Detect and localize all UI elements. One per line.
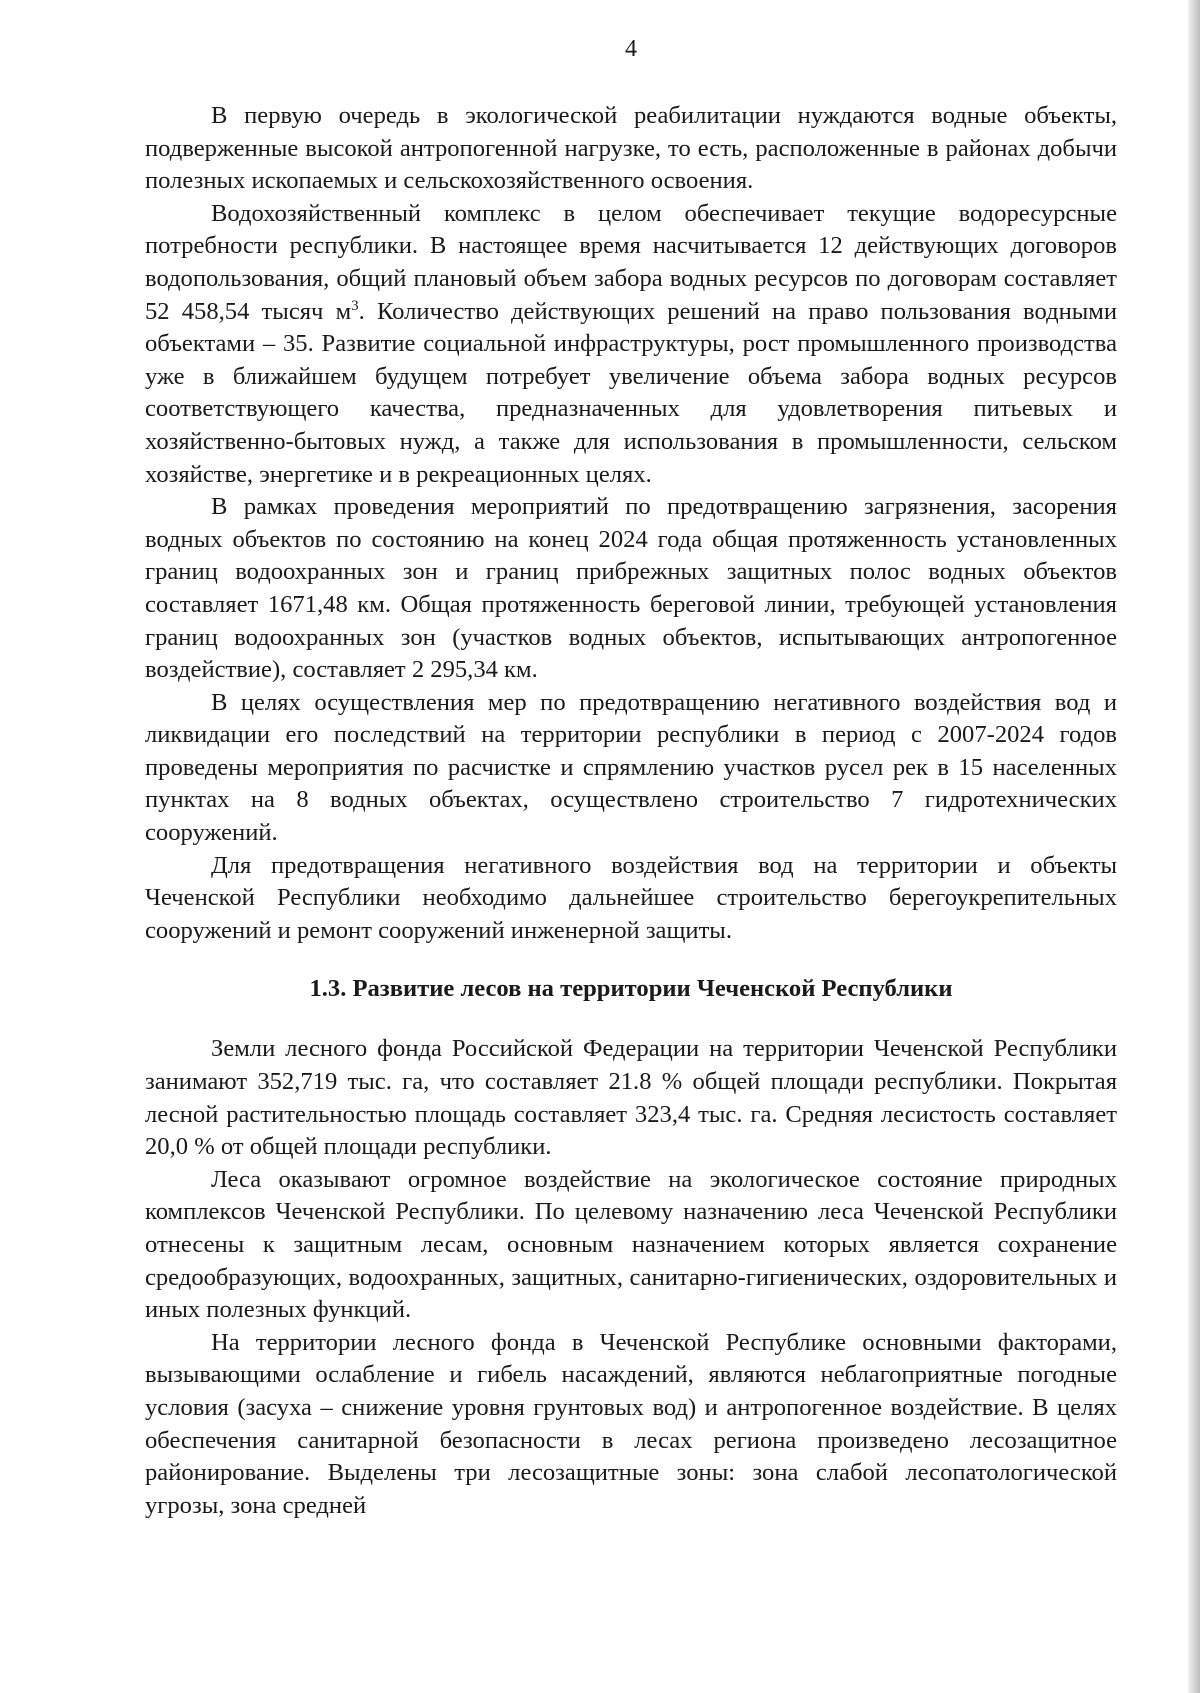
paragraph-negative-impact-measures: В целях осуществления мер по предотвращению негативного воздействия вод и ликвидации его последствий на территории республики в период с 2007-2024 годов проведены мероприятия по расчистке и спрямлению участков русел рек в 15 населенных пунктах на 8 водных объектах, осуществлено строительство 7 гидротехнических сооружений.: [145, 688, 1117, 847]
paragraph-bank-protection: Для предотвращения негативного воздействия вод на территории и объекты Чеченской Республики необходимо дальнейшее строительство берегоукрепительных сооружений и ремонт сооружений инженерной защиты.: [145, 851, 1117, 944]
paragraph-water-complex-text-cont: . Количество действующих решений на право пользования водными объектами – 35. Развитие социальной инфраструктуры, рост промышленного производства уже в ближайшем будущем потребует увеличение объема забора водных ресурсов соответствующего качества, предназначенных для удовлетворения питьевых и хозяйственно-бытовых нужд, а также для использования в промышленности, сельском хозяйстве, энергетике и в рекреационных целях.: [145, 297, 1117, 488]
document-body: [145, 100, 1117, 1522]
paragraph-forest-impact: Леса оказывают огромное воздействие на экологическое состояние природных комплексов Чеченской Республики. По целевому назначению леса Чеченской Республики отнесены к защитным лесам, основным назначением которых является сохранение средообразующих, водоохранных, защитных, санитарно-гигиенических, оздоровительных и иных полезных функций.: [145, 1165, 1117, 1324]
scan-edge-shadow: [1188, 0, 1200, 1693]
paragraph-forest-protection-zones: На территории лесного фонда в Чеченской Республике основными факторами, вызывающими ослабление и гибель насаждений, являются неблагоприятные погодные условия (засуха – снижение уровня грунтовых вод) и антропогенное воздействие. В целях обеспечения санитарной безопасности в лесах региона произведено лесозащитное районирование. Выделены три лесозащитные зоны: зона слабой лесопатологической угрозы, зона средней: [145, 1328, 1117, 1519]
paragraph-forest-lands: Земли лесного фонда Российской Федерации на территории Чеченской Республики занимают 352,719 тыс. га, что составляет 21.8 % общей площади республики. Покрытая лесной растительностью площадь составляет 323,4 тыс. га. Средняя лесистость составляет 20,0 % от общей площади республики.: [145, 1035, 1117, 1161]
paragraph-water-complex: [145, 198, 1117, 491]
paragraph-water-protection-zones: В рамках проведения мероприятий по предотвращению загрязнения, засорения водных объектов по состоянию на конец 2024 года общая протяженность установленных границ водоохранных зон и границ прибрежных защитных полос водных объектов составляет 1671,48 км. Общая протяженность береговой линии, требующей установления границ водоохранных зон (участков водных объектов, испытывающих антропогенное воздействие), составляет 2 295,34 км.: [145, 493, 1117, 684]
paragraph-rehabilitation: В первую очередь в экологической реабилитации нуждаются водные объекты, подверженные высокой антропогенной нагрузке, то есть, расположенные в районах добычи полезных ископаемых и сельскохозяйственного освоения.: [145, 102, 1117, 195]
paragraph-water-complex-text: Водохозяйственный комплекс в целом обеспечивает текущие водоресурсные потребности республики. В настоящее время насчитывается 12 действующих договоров водопользования, общий плановый объем забора водных ресурсов по договорам составляет 52 458,54 тысяч м: [145, 199, 1117, 325]
cubic-superscript: 3: [351, 297, 359, 314]
section-heading: 1.3. Развитие лесов на территории Чеченской Республики: [309, 975, 953, 1003]
page-number: 4: [625, 36, 637, 62]
